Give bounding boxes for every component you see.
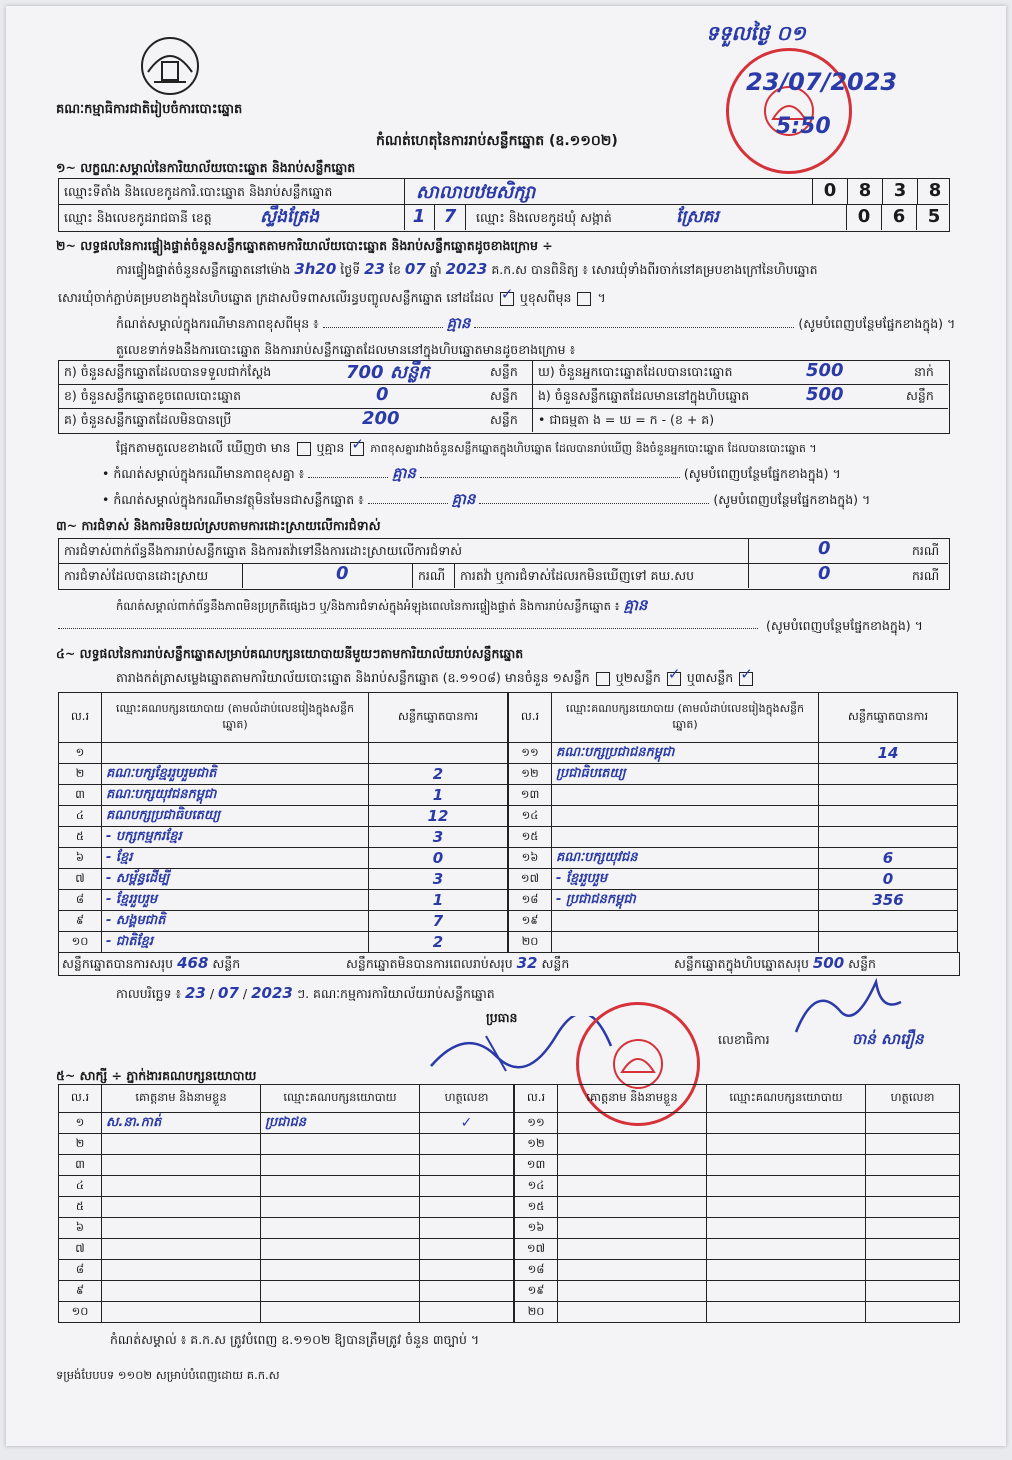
col-votes: សន្លឹកឆ្នោតបានការ (819, 693, 958, 743)
changed-checkbox[interactable] (577, 292, 591, 306)
row-d-label: ឃ) ចំនួនអ្នកបោះឆ្នោតដែលបានបោះឆ្នោត (538, 364, 733, 379)
witness-name (102, 1176, 261, 1197)
table-row (515, 1281, 960, 1302)
col-no: ល.រ (59, 1085, 102, 1113)
party-name: គណៈបក្សយុវជន (552, 848, 819, 869)
witness-name (102, 1239, 261, 1260)
row-number: ១២ (509, 764, 552, 785)
witness-signature (420, 1239, 514, 1260)
total-valid: សន្លឹកឆ្នោតបានការសរុប 468 សន្លឹក (62, 954, 241, 972)
col-party: ឈ្មោះគណបក្សនយោបាយ (707, 1085, 866, 1113)
unit: នាក់ (914, 364, 934, 379)
witness-party (707, 1155, 866, 1176)
table-row (59, 1302, 514, 1323)
vote-count: 356 (819, 890, 958, 911)
witness-signature (866, 1176, 960, 1197)
vote-count (819, 806, 958, 827)
witness-name (102, 1155, 261, 1176)
row-number: ៥ (59, 827, 102, 848)
table-row (515, 1113, 960, 1134)
witness-signature (420, 1218, 514, 1239)
witness-signature (866, 1239, 960, 1260)
section4-title: ៤~ លទ្ធផលនៃការរាប់សន្លឹកឆ្នោតសម្រាប់គណបក្សនយោបាយនីមួយៗតាមការិយាល័យរាប់សន្លឹកឆ្នោត (56, 646, 524, 661)
secretary-name: ចាន់ សារឿន (852, 1030, 924, 1048)
row-e-label: ង) ចំនួនសន្លឹកឆ្នោតដែលមាននៅក្នុងហិបឆ្នោត (538, 388, 750, 403)
witness-signature (866, 1302, 960, 1323)
row-number: ១៥ (509, 827, 552, 848)
witness-signature (420, 1176, 514, 1197)
row-number: ៤ (59, 1176, 102, 1197)
row-number: ១៤ (509, 806, 552, 827)
col-sign: ហត្ថលេខា (420, 1085, 514, 1113)
vote-count (819, 827, 958, 848)
witness-signature (866, 1260, 960, 1281)
code-digit: 7 (435, 204, 466, 230)
witness-party (261, 1302, 420, 1323)
row-number: ៩ (59, 1281, 102, 1302)
party-name (102, 743, 369, 764)
table-row (515, 1239, 960, 1260)
witness-name (102, 1260, 261, 1281)
party-name (552, 932, 819, 953)
code-digit: 6 (881, 204, 916, 230)
party-name (552, 827, 819, 848)
vote-count: 3 (369, 869, 508, 890)
table-row (515, 1176, 960, 1197)
table-row (509, 932, 958, 953)
table-row (59, 1134, 514, 1155)
office-code (812, 178, 952, 204)
witness-signature (420, 1197, 514, 1218)
witness-signature (420, 1281, 514, 1302)
party-name: - ប្រជាជនកម្ពុជា (552, 890, 819, 911)
table-row (59, 1260, 514, 1281)
vote-count: 3 (369, 827, 508, 848)
witness-name (558, 1302, 707, 1323)
table-row (59, 1281, 514, 1302)
party-name: - ខ្មែរ (102, 848, 369, 869)
commune-name: ស្រែគរ (676, 207, 719, 227)
witness-name (558, 1134, 707, 1155)
vote-count: 0 (819, 869, 958, 890)
row-b-value: 0 (376, 384, 389, 405)
witness-table-left (58, 1084, 514, 1323)
witness-signature (420, 1134, 514, 1155)
vote-count (819, 932, 958, 953)
party-name: គណៈបក្សប្រជាជនកម្ពុជា (552, 743, 819, 764)
witness-name (558, 1113, 707, 1134)
row-number: ១៤ (515, 1176, 558, 1197)
section3-title: ៣~ ការជំទាស់ និងការមិនយល់ស្របតាមការដោះស្រាយលើការជំទាស់ (56, 518, 381, 533)
party-name: - សម្ព័ន្ធដើម្បី (102, 869, 369, 890)
row-e-value: 500 (806, 384, 844, 405)
row-number: ១៦ (515, 1218, 558, 1239)
commune-code (846, 204, 951, 230)
witness-party (707, 1176, 866, 1197)
row-number: ១៨ (515, 1260, 558, 1281)
bullet-1: • កំណត់សម្គាល់ក្នុងករណីមានភាពខុសគ្នា ៖ គ្មាន (សូមបំពេញបន្ថែមផ្នែកខាងក្នុង) ។ (102, 464, 841, 482)
unit: ករណី (912, 543, 940, 558)
form-page (6, 6, 1006, 1446)
witness-table-right (514, 1084, 960, 1323)
table-row (515, 1155, 960, 1176)
witness-signature (866, 1218, 960, 1239)
table-row (509, 911, 958, 932)
table-row (59, 1239, 514, 1260)
row-number: ៤ (59, 806, 102, 827)
footer-text: ទម្រង់បែបបទ ១១០២ សម្រាប់បំពេញដោយ គ.ក.ស (56, 1368, 280, 1382)
objection-row1-value: 0 (818, 538, 831, 559)
table-row (59, 848, 508, 869)
party-name: - បក្សកម្មករខ្មែរ (102, 827, 369, 848)
vote-count: 1 (369, 890, 508, 911)
section2-note: កំណត់សម្គាល់ក្នុងករណីមានភាពខុសពីមុន ៖ គ្មាន (សូមបំពេញបន្ថែមផ្នែកខាងក្នុង) ។ (116, 314, 956, 332)
col-sign: ហត្ថលេខា (866, 1085, 960, 1113)
vote-count: 2 (369, 764, 508, 785)
table-row (59, 1197, 514, 1218)
receipt-date: 23/07/2023 (746, 68, 898, 96)
section4-intro: តារាងកត់ត្រាសម្លេងឆ្នោតតាមការិយាល័យបោះឆ្នោត និងរាប់សន្លឹកឆ្នោត (ឧ.១១០៨) មានចំនួន ១សន្លឹក ឬ២សន្លឹក ✓ ឬ៣សន្លឹក ✓ (116, 670, 755, 686)
fill-hint: (សូមបំពេញបន្ថែមផ្នែកខាងក្នុង) ។ (766, 618, 923, 633)
witness-name (558, 1197, 707, 1218)
col-party: ឈ្មោះគណបក្សនយោបាយ (តាមលំដាប់លេខរៀងក្នុងសន្លឹកឆ្នោត) (552, 693, 819, 743)
table-row (509, 890, 958, 911)
party-name: - សង្គមជាតិ (102, 911, 369, 932)
party-name: ប្រជាធិបតេយ្យ (552, 764, 819, 785)
vote-count: 14 (819, 743, 958, 764)
code-digit: 8 (847, 178, 882, 204)
province-code (404, 204, 466, 230)
office-name: សាលាបឋមសិក្សា (416, 182, 536, 203)
witness-name (558, 1239, 707, 1260)
total-box: សន្លឹកឆ្នោតក្នុងហិបឆ្នោតសរុប 500 សន្លឹក (674, 954, 876, 972)
party-name: គណៈបក្សយុវជនកម្ពុជា (102, 785, 369, 806)
witness-name (102, 1197, 261, 1218)
table-row (59, 743, 508, 764)
col-party: ឈ្មោះគណបក្សនយោបាយ (261, 1085, 420, 1113)
table-row (59, 1176, 514, 1197)
vote-count: 2 (369, 932, 508, 953)
no-discrepancy-checkbox[interactable] (350, 442, 364, 456)
table-row (515, 1197, 960, 1218)
witness-signature (866, 1113, 960, 1134)
table-row (515, 1218, 960, 1239)
province-name: ស្ទឹងត្រែង (260, 207, 320, 227)
witness-party (707, 1197, 866, 1218)
party-name: - ខ្មែររួបរួម (552, 869, 819, 890)
row-number: ៥ (59, 1197, 102, 1218)
col-name: គោត្តនាម និងនាមខ្លួន (558, 1085, 707, 1113)
table-row (509, 764, 958, 785)
table-row (509, 785, 958, 806)
section1-title: ១~ លក្ខណៈសម្គាល់នៃការិយាល័យបោះឆ្នោត និងរាប់សន្លឹកឆ្នោត (56, 160, 356, 175)
row-number: ២០ (509, 932, 552, 953)
witness-signature (866, 1197, 960, 1218)
row-number: ១៣ (515, 1155, 558, 1176)
witness-party (707, 1218, 866, 1239)
row-number: ៧ (59, 869, 102, 890)
table-row (509, 743, 958, 764)
witness-party (261, 1176, 420, 1197)
row-a-label: ក) ចំនួនសន្លឹកឆ្នោតដែលបានទទួលជាក់ស្តែង (64, 364, 272, 379)
has-discrepancy-checkbox[interactable] (297, 442, 311, 456)
vote-count: 6 (819, 848, 958, 869)
vote-count (819, 785, 958, 806)
row-d-value: 500 (806, 360, 844, 381)
table-row (509, 827, 958, 848)
col-votes: សន្លឹកឆ្នោតបានការ (369, 693, 508, 743)
witness-name (102, 1134, 261, 1155)
receipt-stamp (726, 48, 852, 174)
section2-line1: ការផ្ទៀងផ្ទាត់ចំនួនសន្លឹកឆ្នោតនៅម៉ោង 3h20 ថ្ងៃទី 23 ខែ 07 ឆ្នាំ 2023 គ.ក.ស បានពិនិត្យ ៖ សោរឃុំទាំងពីរចាក់នៅគម្របខាងក្រៅនៃហិបឆ្នោត (116, 260, 818, 278)
witness-party (707, 1113, 866, 1134)
vote-count: 12 (369, 806, 508, 827)
row-number: ២ (59, 1134, 102, 1155)
row-number: ១៣ (509, 785, 552, 806)
table-row (59, 785, 508, 806)
code-digit: 0 (846, 204, 881, 230)
witness-name (558, 1281, 707, 1302)
witness-party (707, 1281, 866, 1302)
witness-name: ស.នា.កាត់ (102, 1113, 261, 1134)
vote-count: 1 (369, 785, 508, 806)
row-number: ១ (59, 1113, 102, 1134)
formula: • ជាធម្មតា ង = ឃ = ក - (ខ + គ) (538, 412, 715, 427)
row-number: ១១ (515, 1113, 558, 1134)
row-a-value: 700 សន្លឹក (346, 362, 430, 383)
code-digit: 3 (882, 178, 917, 204)
witness-party (261, 1239, 420, 1260)
table-row (59, 1218, 514, 1239)
section3-note: កំណត់សម្គាល់ពាក់ព័ន្ធនឹងភាពមិនប្រក្រតីផ្សេងៗ ឬ/និងការជំទាស់ក្នុងអំឡុងពេលនៃការផ្ទៀងផ្ទាត់ និងការរាប់សន្លឹកឆ្នោត ៖ គ្មាន (116, 596, 648, 614)
table-row (59, 869, 508, 890)
witness-name (102, 1218, 261, 1239)
witness-party (261, 1260, 420, 1281)
secretary-label: លេខាធិការ (718, 1032, 770, 1047)
table-row (59, 890, 508, 911)
unchanged-checkbox[interactable] (500, 292, 514, 306)
results-table-right (508, 692, 958, 953)
witness-name (558, 1155, 707, 1176)
witness-name (558, 1218, 707, 1239)
witness-signature (866, 1134, 960, 1155)
witness-party (707, 1302, 866, 1323)
objection-row1-label: ការជំទាស់ពាក់ព័ន្ធនឹងការរាប់សន្លឹកឆ្នោត និងការតវ៉ាទៅនឹងការដោះស្រាយលើការជំទាស់ (64, 543, 463, 558)
bullet-2: • កំណត់សម្គាល់ក្នុងករណីមានវត្ថុមិនមែនជាសន្លឹកឆ្នោត ៖ គ្មាន (សូមបំពេញបន្ថែមផ្នែកខាងក្នុង) ។ (102, 490, 871, 508)
vote-count (819, 911, 958, 932)
code-digit: 0 (812, 178, 847, 204)
objection-row2a-label: ការជំទាស់ដែលបានដោះស្រាយ (64, 568, 209, 583)
row-c-label: គ) ចំនួនសន្លឹកឆ្នោតដែលមិនបានប្រើ (64, 412, 232, 427)
row-number: ១៩ (509, 911, 552, 932)
witness-signature: ✓ (420, 1113, 514, 1134)
vote-count (369, 743, 508, 764)
code-digit: 5 (916, 204, 951, 230)
row-number: ១៨ (509, 890, 552, 911)
unit: ករណី (418, 568, 446, 583)
objection-row2b-value: 0 (818, 563, 831, 584)
witness-party (261, 1197, 420, 1218)
footnote: កំណត់សម្គាល់ ៖ គ.ក.ស ត្រូវបំពេញ ឧ.១១០២ ឱ្យបានត្រឹមត្រូវ ចំនួន ៣ច្បាប់ ។ (110, 1332, 480, 1347)
witness-signature (866, 1155, 960, 1176)
vote-count: 7 (369, 911, 508, 932)
witness-party (261, 1281, 420, 1302)
table-row (509, 806, 958, 827)
row-number: ១៦ (509, 848, 552, 869)
row-number: ៧ (59, 1239, 102, 1260)
row-number: ៦ (59, 1218, 102, 1239)
unit: សន្លឹក (490, 412, 518, 427)
objection-row2b-label: ការតវ៉ា ឬការជំទាស់ដែលរកមិនឃើញទៅ គឃ.សប (460, 568, 695, 583)
section2-intro: តួលេខទាក់ទងនឹងការបោះឆ្នោត និងការរាប់សន្លឹកឆ្នោតដែលមាននៅក្នុងហិបឆ្នោតមានដូចខាងក្រោម ៖ (116, 342, 576, 357)
witness-name (558, 1260, 707, 1281)
table-row (509, 869, 958, 890)
objection-row2a-value: 0 (336, 563, 349, 584)
witness-signature (420, 1260, 514, 1281)
row-number: ៨ (59, 1260, 102, 1281)
table-row (515, 1134, 960, 1155)
witness-party (707, 1134, 866, 1155)
commune-label: ឈ្មោះ និងលេខកូដឃុំ សង្កាត់ (476, 210, 612, 225)
col-party: ឈ្មោះគណបក្សនយោបាយ (តាមលំដាប់លេខរៀងក្នុងសន្លឹកឆ្នោត) (102, 693, 369, 743)
row-number: ១០ (59, 1302, 102, 1323)
row-number: ១៩ (515, 1281, 558, 1302)
code-digit: 1 (404, 204, 435, 230)
section2-title: ២~ លទ្ធផលនៃការផ្ទៀងផ្ទាត់ចំនួនសន្លឹកឆ្នោតតាមការិយាល័យបោះឆ្នោត និងរាប់សន្លឹកឆ្នោតដូចខាងក្រោម ÷ (56, 238, 553, 253)
party-name (552, 806, 819, 827)
table-row (59, 806, 508, 827)
witness-party (261, 1155, 420, 1176)
row-number: ៩ (59, 911, 102, 932)
row-number: ៣ (59, 785, 102, 806)
party-name: គណបក្សប្រជាធិបតេយ្យ (102, 806, 369, 827)
row-number: ១២ (515, 1134, 558, 1155)
receipt-time: 5:50 (776, 114, 831, 139)
unit: សន្លឹក (490, 388, 518, 403)
row-number: ២ (59, 764, 102, 785)
three-sheet-checkbox[interactable] (739, 672, 753, 686)
row-number: ១៧ (515, 1239, 558, 1260)
row-number: ១ (59, 743, 102, 764)
row-number: ៣ (59, 1155, 102, 1176)
receipt-number: ទទួលថ្ងៃ ០១ (706, 21, 806, 45)
results-table-left (58, 692, 508, 953)
witness-name (102, 1281, 261, 1302)
table-row (59, 827, 508, 848)
row-number: ១៥ (515, 1197, 558, 1218)
table-row (59, 764, 508, 785)
signing-date: កាលបរិច្ឆេទ ៖ 23 / 07 / 2023 ៗ. គណៈកម្មការការិយាល័យរាប់សន្លឹកឆ្នោត (116, 984, 495, 1002)
party-name (552, 785, 819, 806)
table-row (509, 848, 958, 869)
row-b-label: ខ) ចំនួនសន្លឹកឆ្នោតខូចពេលបោះឆ្នោត (64, 388, 242, 403)
row-number: ៨ (59, 890, 102, 911)
witness-party (261, 1134, 420, 1155)
form-title: កំណត់ហេតុនៃការរាប់សន្លឹកឆ្នោត (ឧ.១១០២) (376, 133, 618, 149)
row-c-value: 200 (362, 408, 400, 429)
party-name: - ខ្មែររួបរួម (102, 890, 369, 911)
table-row (59, 911, 508, 932)
office-label: ឈ្មោះទីតាំង និងលេខកូដការិ.បោះឆ្នោត និងរាប់សន្លឹកឆ្នោត (64, 184, 333, 199)
one-sheet-checkbox[interactable] (596, 672, 610, 686)
table-row (59, 932, 508, 953)
unit: ករណី (912, 568, 940, 583)
table-row (59, 1155, 514, 1176)
witness-party (707, 1260, 866, 1281)
witness-party (707, 1239, 866, 1260)
section2-line2: សោរឃុំចាក់ភ្ជាប់គម្របខាងក្នុងនៃហិបឆ្នោត ក្រដាសបិទពាសលើរន្ធបញ្ចូលសន្លឹកឆ្នោត នៅដដែល ✓ ឬខុសពីមុន ។ (58, 290, 606, 306)
table-row (515, 1302, 960, 1323)
witness-signature (420, 1302, 514, 1323)
org-name: គណៈកម្មាធិការជាតិរៀបចំការបោះឆ្នោត (56, 102, 243, 117)
province-label: ឈ្មោះ និងលេខកូដរាជធានី ខេត្ត (64, 210, 212, 225)
unit: សន្លឹក (906, 388, 934, 403)
two-sheet-checkbox[interactable] (667, 672, 681, 686)
discrepancy-line: ផ្អែកតាមតួលេខខាងលើ ឃើញថា មាន ឬគ្មាន ✓ ភាពខុសគ្នារវាងចំនួនសន្លឹកឆ្នោតក្នុងហិបឆ្នោត ដែលបានរាប់ឃើញ និងចំនួនអ្នកបោះឆ្នោត ដែលបានបោះឆ្នោត ។ (116, 440, 817, 456)
witness-name (558, 1176, 707, 1197)
row-number: ១៧ (509, 869, 552, 890)
row-number: ២០ (515, 1302, 558, 1323)
witness-signature (420, 1155, 514, 1176)
witness-party (261, 1218, 420, 1239)
total-invalid: សន្លឹកឆ្នោតមិនបានការពេលរាប់សរុប 32 សន្លឹក (346, 954, 570, 972)
row-number: ៦ (59, 848, 102, 869)
section5-title: ៥~ សាក្សី ÷ ភ្នាក់ងារគណបក្សនយោបាយ (56, 1068, 257, 1083)
row-number: ១០ (59, 932, 102, 953)
party-name (552, 911, 819, 932)
col-no: ល.រ (509, 693, 552, 743)
table-row (515, 1260, 960, 1281)
vote-count: 0 (369, 848, 508, 869)
unit: សន្លឹក (490, 364, 518, 379)
row-number: ១១ (509, 743, 552, 764)
col-no: ល.រ (515, 1085, 558, 1113)
witness-name (102, 1302, 261, 1323)
chair-label: ប្រធាន (486, 1010, 518, 1025)
col-name: គោត្តនាម និងនាមខ្លួន (102, 1085, 261, 1113)
emblem-icon (134, 32, 206, 100)
code-digit: 8 (917, 178, 952, 204)
vote-count (819, 764, 958, 785)
party-name: - ជាតិខ្មែរ (102, 932, 369, 953)
table-row (59, 1113, 514, 1134)
col-no: ល.រ (59, 693, 102, 743)
party-name: គណៈបក្សខ្មែររួបរួមជាតិ (102, 764, 369, 785)
witness-party: ប្រជាជន (261, 1113, 420, 1134)
witness-signature (866, 1281, 960, 1302)
